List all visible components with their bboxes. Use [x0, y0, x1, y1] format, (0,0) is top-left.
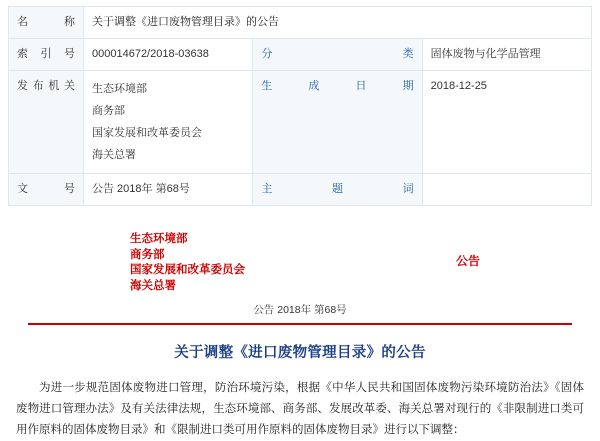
document-number-line: 公告 2018年 第68号 — [253, 304, 347, 316]
value-category: 固体废物与化学品管理 — [422, 39, 591, 71]
issuing-agency-item: 生态环境部 — [92, 83, 147, 95]
label-name: 名 称 — [9, 7, 84, 39]
issuing-agency-item: 海关总署 — [92, 149, 136, 161]
issuer-item: 生态环境部 — [130, 233, 188, 245]
value-index-number: 000014672/2018-03638 — [84, 39, 253, 71]
issuer-item: 商务部 — [130, 248, 165, 261]
issuing-agency-item: 商务部 — [92, 105, 125, 117]
label-subject-words: 主 题 词 — [253, 174, 422, 206]
value-document-number: 公告 2018年 第68号 — [84, 174, 253, 206]
table-row-index — [9, 39, 592, 71]
value-name: 关于调整《进口废物管理目录》的公告 — [84, 7, 592, 39]
label-category: 分 类 — [253, 39, 422, 71]
red-divider — [28, 323, 572, 325]
issuer-list — [130, 232, 592, 294]
document-page — [0, 6, 600, 436]
issuer-item: 国家发展和改革委员会 — [130, 264, 245, 276]
table-row-name — [9, 7, 592, 39]
label-generated-date: 生成日期 — [253, 71, 422, 174]
table-row-issuing-agency — [9, 71, 592, 174]
issuing-agency-item: 国家发展和改革委员会 — [92, 127, 202, 139]
value-generated-date: 2018-12-25 — [422, 71, 591, 174]
table-row-document-number — [9, 174, 592, 206]
value-subject-words — [422, 174, 591, 206]
label-issuing-agency: 发布机关 — [9, 71, 84, 174]
document-header — [8, 232, 592, 294]
document-paragraph: 为进一步规范固体废物进口管理，防治环境污染，根据《中华人民共和国固体废物污染环境防治法》《固体废物进口管理办法》及有关法律法规，生态环境部、商务部、发展改革委、海关总署对现行的《非限制进口类可用作原料的固体废物目录》和《限制进口类可用作原料的固体废物目录》进行以下调整： — [16, 382, 584, 436]
label-document-number: 文 号 — [9, 174, 84, 206]
document-title: 关于调整《进口废物管理目录》的公告 — [174, 345, 426, 361]
document-body — [8, 206, 592, 441]
value-issuing-agency — [84, 71, 253, 174]
document-type-label: 公告 — [455, 254, 480, 268]
label-index-number: 索 引 号 — [9, 39, 84, 71]
metadata-table — [8, 6, 592, 206]
issuer-item: 海关总署 — [130, 279, 176, 292]
